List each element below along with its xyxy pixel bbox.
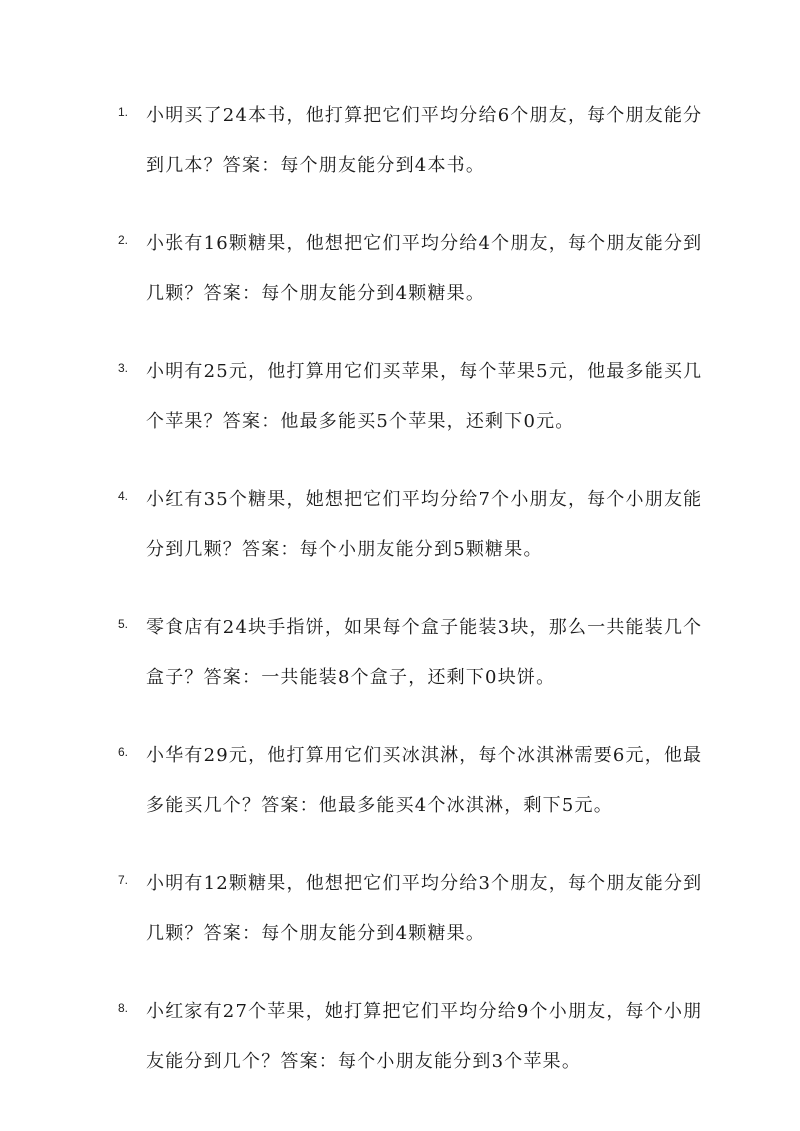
problem-item [118, 347, 718, 475]
problem-text: 零食店有24块手指饼，如果每个盒子能装3块，那么一共能装几个盒子？答案：一共能装8个盒子，还剩下0块饼。 [146, 617, 703, 688]
problem-number: 4. [118, 489, 129, 503]
problem-text: 小华有29元，他打算用它们买冰淇淋，每个冰淇淋需要6元，他最多能买几个？答案：他最多能买4个冰淇淋，剩下5元。 [146, 745, 703, 816]
problem-item [118, 731, 718, 859]
problem-number: 8. [118, 1001, 129, 1015]
problem-number: 7. [118, 873, 129, 887]
problem-number: 6. [118, 745, 129, 759]
problem-number: 1. [118, 105, 129, 119]
problem-number: 2. [118, 233, 129, 247]
problem-item [118, 91, 718, 219]
problem-list [118, 91, 718, 1115]
problem-item [118, 859, 718, 987]
problem-item [118, 987, 718, 1115]
problem-item [118, 603, 718, 731]
problem-text: 小红家有27个苹果，她打算把它们平均分给9个小朋友，每个小朋友能分到几个？答案：每个小朋友能分到3个苹果。 [146, 1001, 703, 1072]
problem-text: 小红有35个糖果，她想把它们平均分给7个小朋友，每个小朋友能分到几颗？答案：每个小朋友能分到5颗糖果。 [146, 489, 703, 560]
problem-item [118, 219, 718, 347]
problem-text: 小明有12颗糖果，他想把它们平均分给3个朋友，每个朋友能分到几颗？答案：每个朋友能分到4颗糖果。 [146, 873, 703, 944]
problem-number: 3. [118, 361, 129, 375]
problem-text: 小明有25元，他打算用它们买苹果，每个苹果5元，他最多能买几个苹果？答案：他最多能买5个苹果，还剩下0元。 [146, 361, 703, 432]
problem-number: 5. [118, 617, 129, 631]
problem-item [118, 475, 718, 603]
problem-text: 小张有16颗糖果，他想把它们平均分给4个朋友，每个朋友能分到几颗？答案：每个朋友能分到4颗糖果。 [146, 233, 703, 304]
problem-text: 小明买了24本书，他打算把它们平均分给6个朋友，每个朋友能分到几本？答案：每个朋友能分到4本书。 [146, 105, 703, 176]
